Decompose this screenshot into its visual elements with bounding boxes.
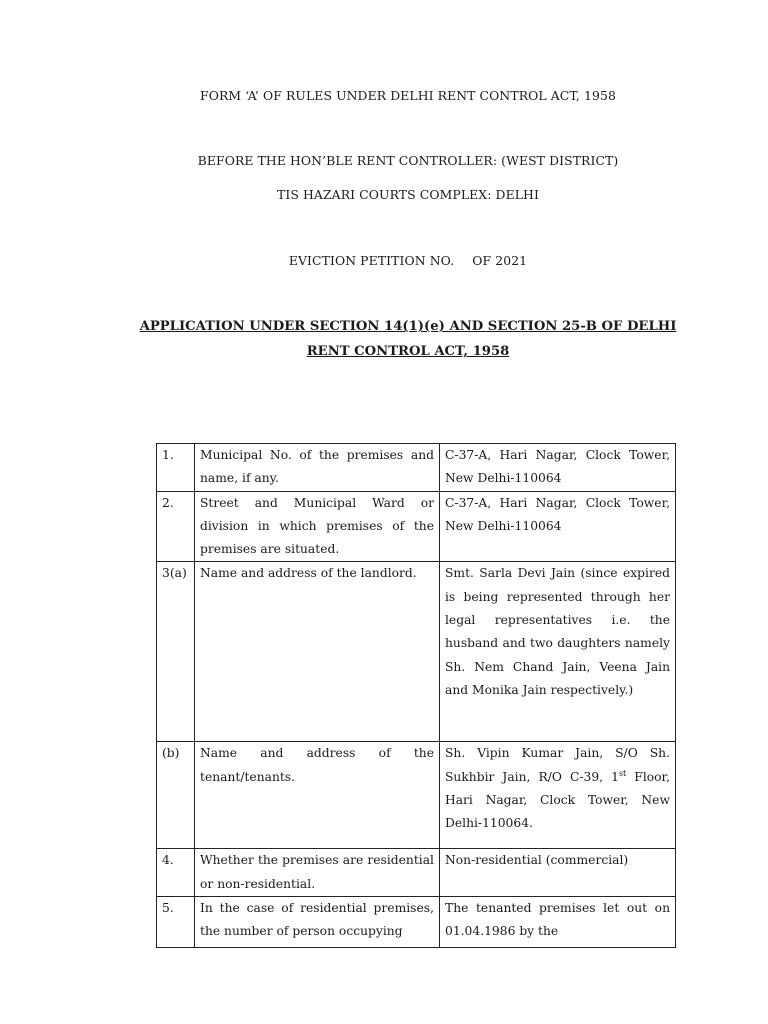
petition-number-label: EVICTION PETITION NO. <box>288 253 455 268</box>
row-number: 2. <box>157 491 195 562</box>
row-number: (b) <box>157 742 195 849</box>
row-answer: C-37-A, Hari Nagar, Clock Tower, New Delhi-110064 <box>440 491 676 562</box>
row-item: Municipal No. of the premises and name, if any. <box>195 444 440 492</box>
row-number: 3(a) <box>157 562 195 742</box>
row-answer: Non-residential (commercial) <box>440 849 676 897</box>
row-answer: Smt. Sarla Devi Jain (since expired is being represented through her legal representatives i.e. the husband and two daughters namely Sh. Nem Chand Jain, Veena Jain and Monika Jain respectively.) <box>440 562 676 742</box>
row-answer-post: Floor, Hari Nagar, Clock Tower, New Delhi-110064. <box>445 769 670 831</box>
row-answer-pre: Sh. Vipin Kumar Jain, S/O Sh. Sukhbir Jain, R/O C-39, 1 <box>445 746 670 784</box>
row-answer: The tenanted premises let out on 01.04.1986 by the <box>440 897 676 948</box>
court-line: BEFORE THE HON’BLE RENT CONTROLLER: (WEST DISTRICT) <box>197 153 619 168</box>
row-number: 1. <box>157 444 195 492</box>
row-item: Name and address of the landlord. <box>195 562 440 742</box>
row-item: In the case of residential premises, the number of person occupying <box>195 897 440 948</box>
table-row <box>157 742 676 849</box>
table-row <box>157 562 676 742</box>
petition-number-line <box>24 253 768 268</box>
row-number: 4. <box>157 849 195 897</box>
petition-year: OF 2021 <box>472 253 528 268</box>
table-row <box>157 849 676 897</box>
application-heading-line-1: APPLICATION UNDER SECTION 14(1)(e) AND SECTION 25-B OF DELHI <box>139 319 677 334</box>
row-answer: C-37-A, Hari Nagar, Clock Tower, New Delhi-110064 <box>440 444 676 492</box>
row-item: Whether the premises are residential or non-residential. <box>195 849 440 897</box>
row-answer-superscript: st <box>618 768 627 778</box>
table-row <box>157 897 676 948</box>
table-row <box>157 491 676 562</box>
row-number: 5. <box>157 897 195 948</box>
table-row <box>157 444 676 492</box>
row-item: Name and address of the tenant/tenants. <box>195 742 440 849</box>
particulars-table <box>156 443 676 948</box>
complex-line: TIS HAZARI COURTS COMPLEX: DELHI <box>277 187 539 202</box>
application-heading-line-2: RENT CONTROL ACT, 1958 <box>306 344 510 359</box>
row-item: Street and Municipal Ward or division in which premises of the premises are situated. <box>195 491 440 562</box>
form-title: FORM ‘A’ OF RULES UNDER DELHI RENT CONTROL ACT, 1958 <box>200 88 616 103</box>
row-answer <box>440 742 676 849</box>
